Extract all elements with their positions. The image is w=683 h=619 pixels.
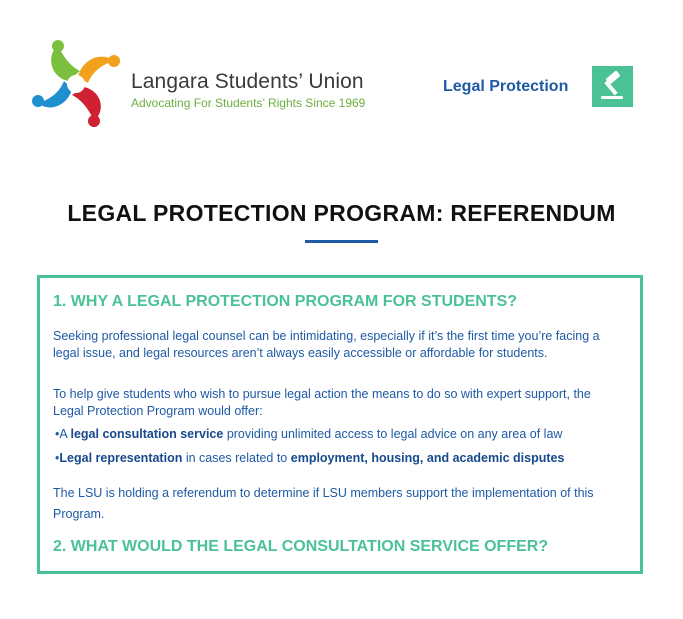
bullet-legal-consultation — [55, 427, 562, 441]
section-1-paragraph-2: To help give students who wish to pursue legal action the means to do so with expert support, the Legal Protection Program would offer: — [53, 387, 591, 418]
bullet-legal-representation — [55, 451, 564, 465]
section-1-heading: 1. WHY A LEGAL PROTECTION PROGRAM FOR STUDENTS? — [53, 293, 518, 310]
section-2-heading: 2. WHAT WOULD THE LEGAL CONSULTATION SERVICE OFFER? — [53, 538, 549, 555]
document-title: LEGAL PROTECTION PROGRAM: REFERENDUM — [67, 200, 616, 226]
section-1-paragraph-1: Seeking professional legal counsel can be intimidating, especially if it’s the first time you’re facing a legal issue, and legal resources aren’t always easily accessible or affordable for students. — [53, 329, 600, 360]
lsu-pinwheel-logo-icon — [28, 37, 124, 127]
bullet-2-prefix: • — [55, 451, 60, 465]
bullet-2-bold-1: Legal representation — [59, 451, 183, 465]
program-label: Legal Protection — [443, 78, 569, 95]
bullet-1-prefix: •A — [55, 427, 71, 441]
gavel-icon — [592, 66, 633, 107]
bullet-1-suffix: providing unlimited access to legal advice on any area of law — [223, 427, 563, 441]
content-box — [37, 275, 643, 574]
org-tagline: Advocating For Students’ Rights Since 1969 — [131, 96, 366, 110]
bullet-2-bold-2: employment, housing, and academic disputes — [290, 451, 565, 465]
bullet-2-middle: in cases related to — [182, 451, 291, 465]
title-underline — [305, 240, 378, 243]
section-1-paragraph-3: The LSU is holding a referendum to determine if LSU members support the implementation of this Program. — [53, 486, 594, 521]
bullet-1-bold: legal consultation service — [70, 427, 224, 441]
org-name: Langara Students’ Union — [131, 70, 364, 93]
